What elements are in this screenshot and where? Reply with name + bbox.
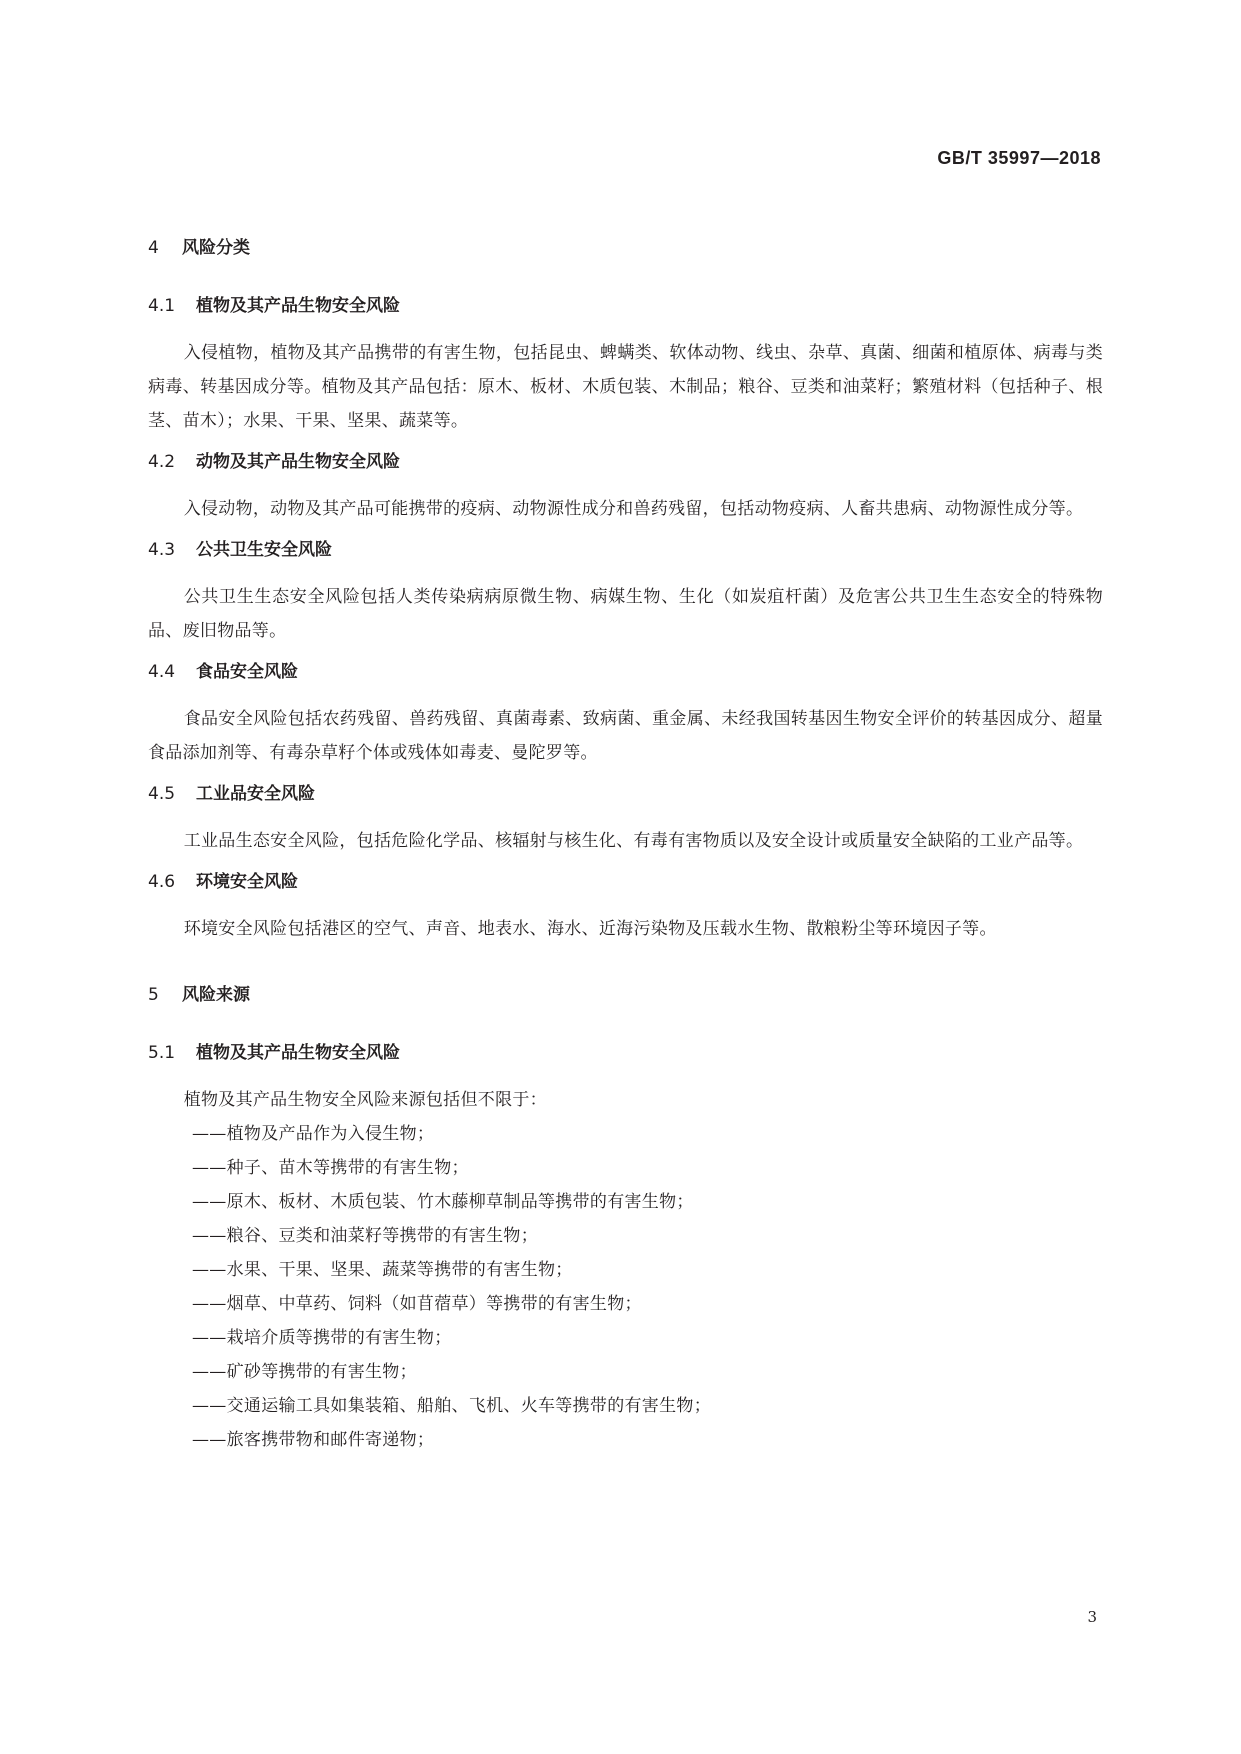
subsection-title: 工业品安全风险 (196, 784, 315, 804)
list-item: ——植物及产品作为入侵生物； (192, 1124, 435, 1144)
paragraph: 入侵动物，动物及其产品可能携带的疫病、动物源性成分和兽药残留，包括动物疫病、人畜共患病、动物源性成分等。 (183, 499, 1084, 519)
risk-source-list (148, 1117, 1103, 1457)
section-title: 风险分类 (182, 238, 250, 258)
subsection-heading (148, 294, 1103, 318)
list-item: ——种子、苗木等携带的有害生物； (192, 1158, 469, 1178)
subsection-heading (148, 538, 1103, 562)
subsection-title: 环境安全风险 (196, 872, 298, 892)
subsection-number: 4.1 (148, 296, 176, 316)
subsection-number: 4.5 (148, 784, 176, 804)
list-item: ——原木、板材、木质包装、竹木藤柳草制品等携带的有害生物； (192, 1192, 694, 1212)
subsection-heading (148, 1041, 1103, 1065)
subsection-title: 食品安全风险 (196, 662, 298, 682)
paragraph: 食品安全风险包括农药残留、兽药残留、真菌毒素、致病菌、重金属、未经我国转基因生物安全评价的转基因成分、超量食品添加剂等、有毒杂草籽个体或残体如毒麦、曼陀罗等。 (148, 709, 1103, 763)
list-item: ——交通运输工具如集装箱、船舶、飞机、火车等携带的有害生物； (192, 1396, 711, 1416)
subsection-number: 4.6 (148, 872, 176, 892)
subsection-heading (148, 782, 1103, 806)
paragraph: 环境安全风险包括港区的空气、声音、地表水、海水、近海污染物及压载水生物、散粮粉尘等环境因子等。 (183, 919, 997, 939)
section-title: 风险来源 (182, 985, 250, 1005)
subsection-heading (148, 660, 1103, 684)
subsection-title: 动物及其产品生物安全风险 (196, 452, 400, 472)
subsection-number: 5.1 (148, 1043, 176, 1063)
document-body (148, 236, 1103, 1457)
list-item: ——烟草、中草药、饲料（如苜蓿草）等携带的有害生物； (192, 1294, 642, 1314)
section-number: 5 (148, 985, 159, 1005)
subsection-number: 4.4 (148, 662, 176, 682)
section-heading (148, 236, 1103, 260)
subsection-heading (148, 450, 1103, 474)
list-item: ——旅客携带物和邮件寄递物； (192, 1430, 435, 1450)
list-item: ——水果、干果、坚果、蔬菜等携带的有害生物； (192, 1260, 573, 1280)
section-heading (148, 983, 1103, 1007)
subsection-title: 植物及其产品生物安全风险 (196, 296, 400, 316)
paragraph: 公共卫生生态安全风险包括人类传染病病原微生物、病媒生物、生化（如炭疽杆菌）及危害公共卫生生态安全的特殊物品、废旧物品等。 (148, 587, 1103, 641)
subsection-number: 4.3 (148, 540, 176, 560)
list-item: ——栽培介质等携带的有害生物； (192, 1328, 452, 1348)
section-number: 4 (148, 238, 159, 258)
subsection-title: 植物及其产品生物安全风险 (196, 1043, 400, 1063)
standard-code: GB/T 35997—2018 (937, 148, 1101, 168)
page-number: 3 (1087, 1608, 1097, 1626)
list-item: ——粮谷、豆类和油菜籽等携带的有害生物； (192, 1226, 538, 1246)
list-lead: 植物及其产品生物安全风险来源包括但不限于： (183, 1090, 547, 1110)
paragraph: 工业品生态安全风险，包括危险化学品、核辐射与核生化、有毒有害物质以及安全设计或质量安全缺陷的工业产品等。 (183, 831, 1084, 851)
list-item: ——矿砂等携带的有害生物； (192, 1362, 417, 1382)
subsection-title: 公共卫生安全风险 (196, 540, 332, 560)
subsection-heading (148, 870, 1103, 894)
paragraph: 入侵植物，植物及其产品携带的有害生物，包括昆虫、蜱螨类、软体动物、线虫、杂草、真菌、细菌和植原体、病毒与类病毒、转基因成分等。植物及其产品包括：原木、板材、木质包装、木制品；粮谷、豆类和油菜籽；繁殖材料（包括种子、根茎、苗木）；水果、干果、坚果、蔬菜等。 (148, 343, 1103, 431)
subsection-number: 4.2 (148, 452, 176, 472)
